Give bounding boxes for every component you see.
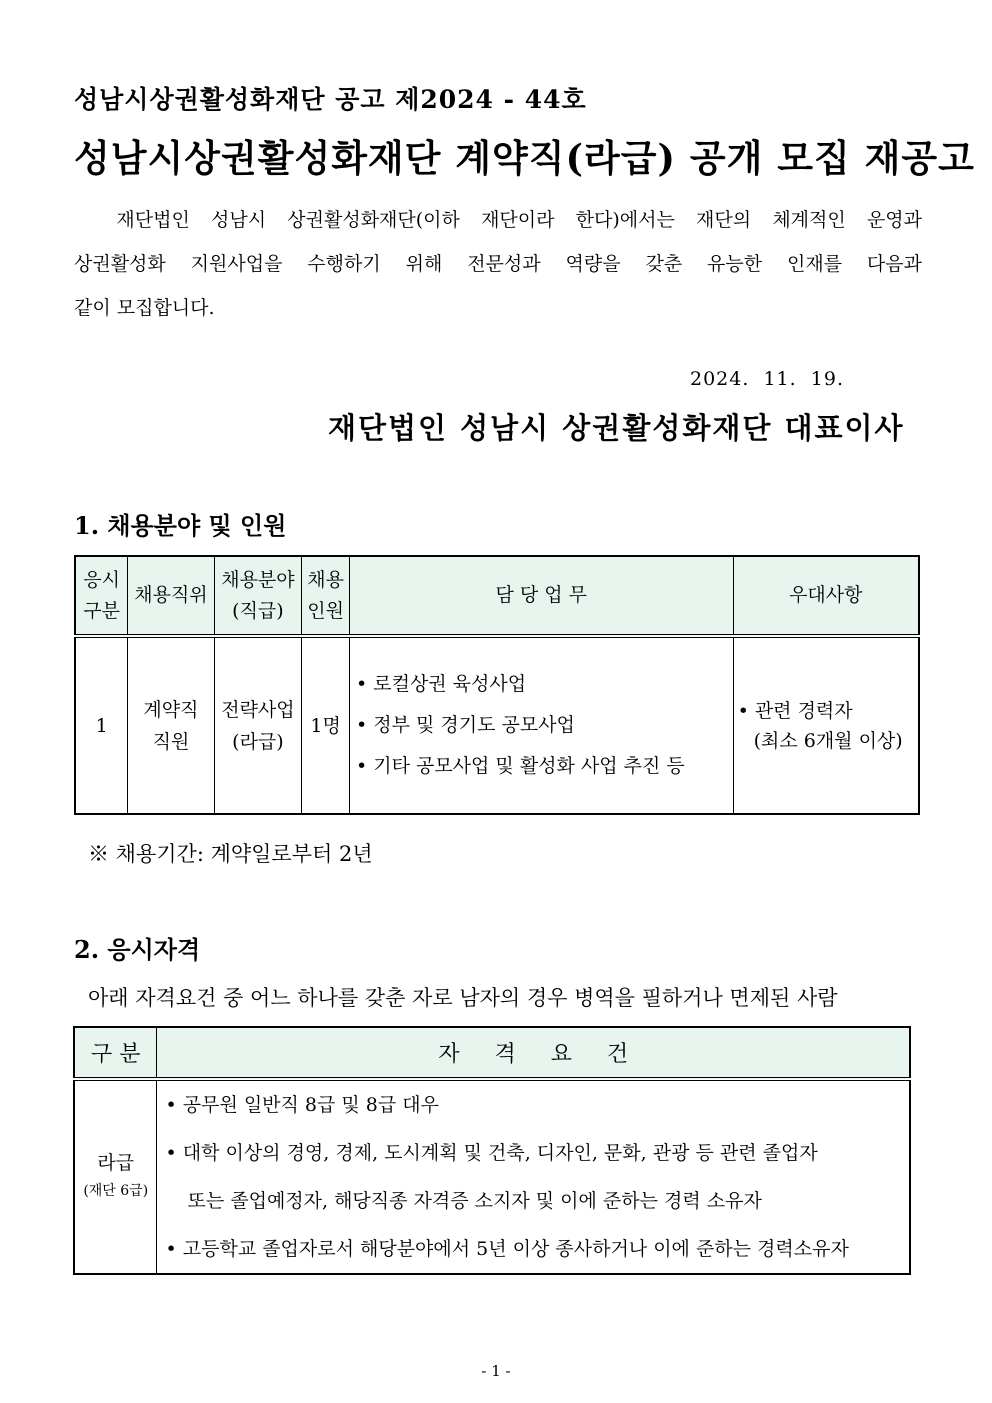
notice-number: 성남시상권활성화재단 공고 제2024 - 44호 xyxy=(74,85,587,114)
header-field: 채용분야 (직급) xyxy=(214,556,302,636)
cell-preferences xyxy=(733,636,919,814)
preference-detail: (최소 6개월 이상) xyxy=(753,729,903,752)
grade-label: 라급 xyxy=(97,1152,135,1174)
qualifications-table xyxy=(73,1026,911,1275)
requirement-item: • 공무원 일반직 8급 및 8급 대우 xyxy=(165,1094,439,1116)
duty-item: • 로컬상권 육성사업 xyxy=(355,673,527,695)
cell-grade xyxy=(74,1079,157,1274)
header-duties: 담 당 업 무 xyxy=(349,556,733,636)
page-number: - 1 - xyxy=(481,1362,511,1380)
requirement-item: • 대학 이상의 경영, 경제, 도시계획 및 건축, 디자인, 문화, 관광 등 관련 졸업자 xyxy=(165,1142,818,1164)
requirement-item-continued: 또는 졸업예정자, 해당직종 자격증 소지자 및 이에 준하는 경력 소유자 xyxy=(187,1190,762,1212)
cell-duties xyxy=(349,636,733,814)
signer: 재단법인 성남시 상권활성화재단 대표이사 xyxy=(328,411,905,445)
cell-requirements xyxy=(157,1079,910,1274)
header-requirements: 자 격 요 건 xyxy=(157,1027,910,1079)
section-heading-qualifications: 2. 응시자격 xyxy=(74,935,201,964)
intro-line: 재단법인 성남시 상권활성화재단(이하 재단이라 한다)에서는 재단의 체계적인 운영과 xyxy=(116,209,922,231)
employment-period-note: ※ 채용기간: 계약일로부터 2년 xyxy=(88,842,373,866)
grade-sub-label: (재단 6급) xyxy=(83,1183,149,1199)
table-row xyxy=(75,636,919,814)
table-row xyxy=(74,1079,910,1274)
duty-item: • 정부 및 경기도 공모사업 xyxy=(355,714,575,736)
recruitment-table xyxy=(74,555,920,815)
cell-no: 1 xyxy=(75,636,128,814)
header-position: 채용직위 xyxy=(128,556,214,636)
intro-paragraph xyxy=(74,198,922,330)
qualifications-intro: 아래 자격요건 중 어느 하나를 갖춘 자로 남자의 경우 병역을 필하거나 면제된 사람 xyxy=(88,986,838,1010)
cell-count: 1명 xyxy=(302,636,350,814)
duty-item: • 기타 공모사업 및 활성화 사업 추진 등 xyxy=(355,755,685,777)
header-headcount: 채용 인원 xyxy=(302,556,350,636)
section-heading-recruitment: 1. 채용분야 및 인원 xyxy=(74,511,287,540)
header-preferences: 우대사항 xyxy=(733,556,919,636)
table-header-row xyxy=(75,556,919,636)
intro-line: 같이 모집합니다. xyxy=(74,297,215,319)
notice-date: 2024. 11. 19. xyxy=(690,368,844,390)
requirement-item: • 고등학교 졸업자로서 해당분야에서 5년 이상 종사하거나 이에 준하는 경력소유자 xyxy=(165,1238,849,1260)
header-category: 구 분 xyxy=(74,1027,157,1079)
header-exam-category: 응시 구분 xyxy=(75,556,128,636)
intro-line: 상권활성화 지원사업을 수행하기 위해 전문성과 역량을 갖춘 유능한 인재를 다음과 xyxy=(74,253,922,275)
page-title: 성남시상권활성화재단 계약직(라급) 공개 모집 재공고 xyxy=(74,136,975,180)
preference-item: • 관련 경력자 xyxy=(737,699,853,722)
table-header-row xyxy=(74,1027,910,1079)
cell-position: 계약직 직원 xyxy=(128,636,214,814)
cell-field: 전략사업 (라급) xyxy=(214,636,302,814)
